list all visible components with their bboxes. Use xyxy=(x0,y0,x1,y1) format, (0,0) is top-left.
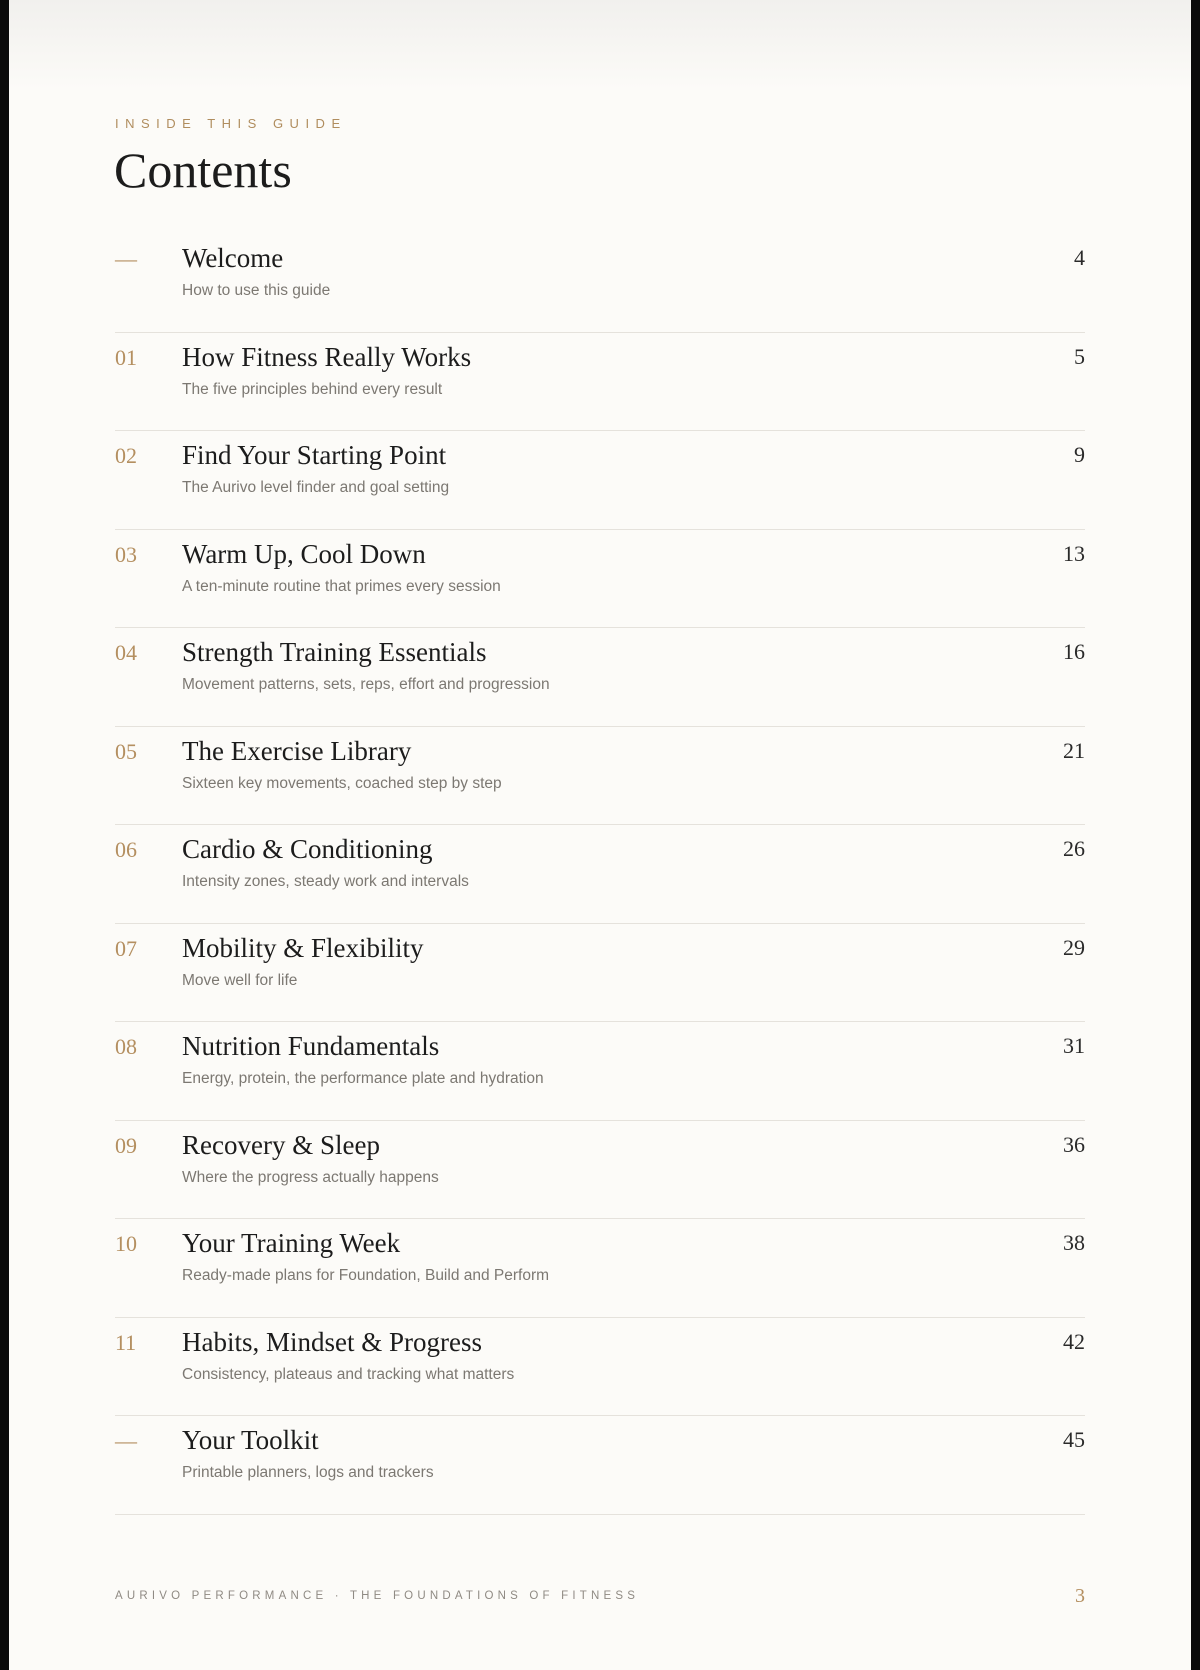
toc-entry-number: 08 xyxy=(115,1034,137,1059)
toc-entry-subtitle: A ten-minute routine that primes every session xyxy=(182,577,501,595)
toc-entry-page-number: 5 xyxy=(1074,343,1085,369)
footer-page-number: 3 xyxy=(1075,1585,1085,1607)
toc-entry-title: Recovery & Sleep xyxy=(182,1129,380,1160)
toc-entry-page-number: 21 xyxy=(1063,737,1085,763)
toc-entry-page-number: 16 xyxy=(1063,639,1085,664)
toc-entry-title: Welcome xyxy=(182,243,284,273)
toc-entry-subtitle: Movement patterns, sets, reps, effort and progression xyxy=(182,676,550,693)
toc-entry-number: 05 xyxy=(115,738,137,764)
toc-entry-title: How Fitness Really Works xyxy=(182,341,472,372)
toc-entry[interactable] xyxy=(115,431,1085,530)
toc-entry-page-number: 4 xyxy=(1074,245,1085,270)
toc-entry-number: 03 xyxy=(115,541,137,567)
toc-entry-title: Strength Training Essentials xyxy=(182,637,487,667)
table-of-contents xyxy=(115,234,1085,1515)
toc-entry-number: 06 xyxy=(115,837,137,862)
toc-entry-subtitle: The Aurivo level finder and goal setting xyxy=(182,479,450,496)
toc-entry-page-number: 26 xyxy=(1063,836,1085,861)
toc-entry-page-number: 13 xyxy=(1063,540,1085,566)
toc-entry-title: Your Toolkit xyxy=(182,1425,319,1455)
toc-entry-page-number: 42 xyxy=(1063,1328,1085,1354)
toc-entry[interactable] xyxy=(115,1318,1085,1417)
toc-entry-number: 04 xyxy=(115,640,137,665)
toc-entry[interactable] xyxy=(115,924,1085,1023)
toc-entry-subtitle: Intensity zones, steady work and intervals xyxy=(182,873,469,890)
document-page xyxy=(9,0,1191,1670)
toc-entry[interactable] xyxy=(115,1022,1085,1121)
toc-entry[interactable] xyxy=(115,727,1085,826)
toc-entry-page-number: 36 xyxy=(1063,1131,1085,1157)
footer-running-title: AURIVO PERFORMANCE · THE FOUNDATIONS OF FITNESS xyxy=(115,1590,640,1602)
toc-entry-number: 02 xyxy=(115,443,137,468)
toc-entry-subtitle: Move well for life xyxy=(182,971,298,989)
toc-entry-title: Habits, Mindset & Progress xyxy=(182,1326,482,1357)
toc-entry-subtitle: Ready-made plans for Foundation, Build and Perform xyxy=(182,1267,550,1284)
toc-entry-number: — xyxy=(115,1428,137,1453)
toc-entry[interactable] xyxy=(115,530,1085,629)
toc-entry-subtitle: How to use this guide xyxy=(182,282,331,299)
toc-entry-page-number: 9 xyxy=(1074,442,1085,467)
toc-entry[interactable] xyxy=(115,1416,1085,1515)
toc-entry-number: 09 xyxy=(115,1132,137,1158)
toc-entry-number: 11 xyxy=(115,1329,137,1355)
section-eyebrow: INSIDE THIS GUIDE xyxy=(115,116,347,131)
toc-entry-number: — xyxy=(115,246,137,271)
toc-entry-subtitle: Consistency, plateaus and tracking what matters xyxy=(182,1365,515,1383)
toc-entry-title: Cardio & Conditioning xyxy=(182,834,433,864)
toc-entry-page-number: 45 xyxy=(1063,1427,1085,1452)
toc-entry[interactable] xyxy=(115,234,1085,333)
toc-entry[interactable] xyxy=(115,1219,1085,1318)
toc-entry-subtitle: Sixteen key movements, coached step by step xyxy=(182,774,502,792)
toc-entry-page-number: 38 xyxy=(1063,1230,1085,1255)
toc-entry-title: Your Training Week xyxy=(182,1228,401,1258)
toc-entry-subtitle: The five principles behind every result xyxy=(182,380,443,398)
toc-entry-title: Mobility & Flexibility xyxy=(182,932,424,963)
page-top-shadow xyxy=(9,0,1191,90)
toc-entry[interactable] xyxy=(115,628,1085,727)
toc-entry-subtitle: Energy, protein, the performance plate and hydration xyxy=(182,1070,544,1087)
toc-entry[interactable] xyxy=(115,825,1085,924)
toc-entry-title: Warm Up, Cool Down xyxy=(182,538,426,569)
toc-entry-number: 10 xyxy=(115,1231,137,1256)
toc-entry[interactable] xyxy=(115,1121,1085,1220)
toc-entry-page-number: 29 xyxy=(1063,934,1085,960)
toc-entry-number: 07 xyxy=(115,935,137,961)
toc-entry-subtitle: Printable planners, logs and trackers xyxy=(182,1464,434,1481)
toc-entry[interactable] xyxy=(115,333,1085,432)
toc-entry-page-number: 31 xyxy=(1063,1033,1085,1058)
page-title: Contents xyxy=(114,142,292,198)
toc-entry-subtitle: Where the progress actually happens xyxy=(182,1168,439,1186)
toc-entry-number: 01 xyxy=(115,344,137,370)
toc-entry-title: Find Your Starting Point xyxy=(182,440,447,470)
toc-entry-title: Nutrition Fundamentals xyxy=(182,1031,440,1061)
toc-entry-title: The Exercise Library xyxy=(182,735,412,766)
